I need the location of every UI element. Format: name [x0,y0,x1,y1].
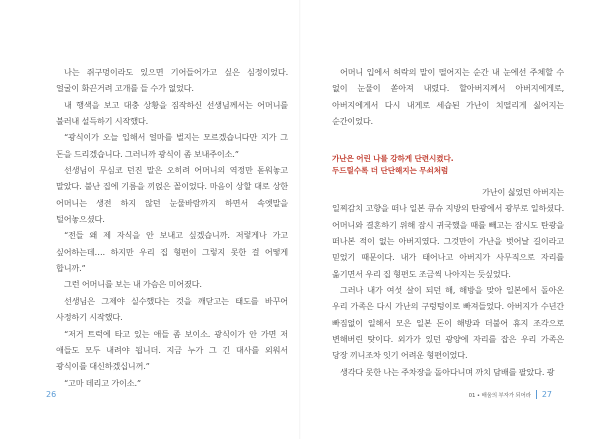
footer-right [469,390,552,399]
paragraph: “전들 왜 제 자식을 안 보내고 싶겠습니까. 저렇게나 가고 싶어하는데…. 하지만 우리 집 형편이 그렇지 못한 걸 어떻게 합니까.” [56,230,288,274]
page-number-left: 26 [46,390,57,399]
right-page [300,0,600,439]
paragraph: 가난이 싫었던 아버지는 [482,187,564,197]
paragraph: 생각다 못한 나는 주차장을 돌아다니며 까치 담배를 팔았다. 광 [340,366,555,377]
folio-divider [536,390,537,399]
paragraph: 나는 쥐구멍이라도 있으면 기어들어가고 싶은 심정이었다. 얼굴이 화끈거려 고개를 들 수가 없었다. [56,67,288,94]
paragraph: “저거 트럭에 타고 있는 애들 좀 보이소. 광식이가 안 가면 저 애들도 모두 내려야 됩니더. 지금 누가 그 긴 대사를 외워서 광식이를 대신하겠십니꺼.” [56,328,288,372]
paragraph: “고마 데리고 가이소.” [64,377,141,388]
paragraph: 선생님은 그제야 실수했다는 것을 깨닫고는 태도를 바꾸어 사정하기 시작했다. [56,295,288,323]
page-number-right: 27 [541,390,552,399]
section-heading [332,153,572,177]
right-page-body-bottom [332,184,564,380]
paragraph: 내 행색을 보고 대충 상황을 짐작하신 선생님께서는 어머니를 불러내 설득하기 시작했다. [56,99,288,127]
paragraph: 일찌감치 고향을 떠나 일본 큐슈 지방의 탄광에서 광부로 일하셨다. 어머니와 결혼하기 위해 잠시 귀국했을 때를 빼고는 잠시도 탄광을 떠나본 적이 없는 아버지였다. 그것만이 가난을 벗어날 길이라고 믿었기 때문이다. 내가 태어나고 아버지가 사무직으로 자리를 옮기면서 우리 집 형편도 조금씩 나아지는 듯싶었다. [332,203,564,279]
running-head: 01 • 배움의 부자가 되어라 [468,392,531,399]
right-page-body-top [332,64,564,129]
paragraph: 그런 어머니를 보는 내 가슴은 미어졌다. [64,279,202,290]
heading-line: 가난은 어린 나를 강하게 단련시켰다. [332,154,454,163]
paragraph: 그러나 내가 여섯 살이 되던 해, 해방을 맞아 일본에서 돌아온 우리 가족은 다시 가난의 구렁텅이로 빠져들었다. 아버지가 수년간 빠짐없이 일해서 모은 일본 돈이 해방과 더불어 휴지 조각으로 변해버린 탓이다. 외가가 있던 광양에 자리를 잡은 우리 가족은 당장 끼니조차 잇기 어려운 형편이었다. [332,285,564,361]
paragraph: “광식이가 오늘 입해서 얼마를 벌지는 모르겠습니다만 지가 그 돈을 드리겠습니다. 그러니까 광식이 좀 보내주이소.” [56,132,288,159]
heading-line: 두드릴수록 더 단단해지는 무쇠처럼 [332,166,449,175]
paragraph: 어머니 입에서 허락의 말이 떨어지는 순간 내 눈에선 주체할 수 없이 눈물이 쏟아져 내렸다. 할아버지께서 아버지에게로, 아버지에게서 다시 내게로 세습된 가난이 치떨리게 싫어지는 순간이었다. [332,67,564,127]
left-page-body [56,64,288,391]
paragraph: 선생님이 무심코 던진 말은 오히려 어머니의 역정만 돋워놓고 말았다. 불난 집에 기름을 끼얹은 꼴이었다. 마음이 상할 대로 상한 어머니는 생전 하지 않던 눈물바람까지 하면서 속엣말을 털어놓으셨다. [56,165,288,225]
